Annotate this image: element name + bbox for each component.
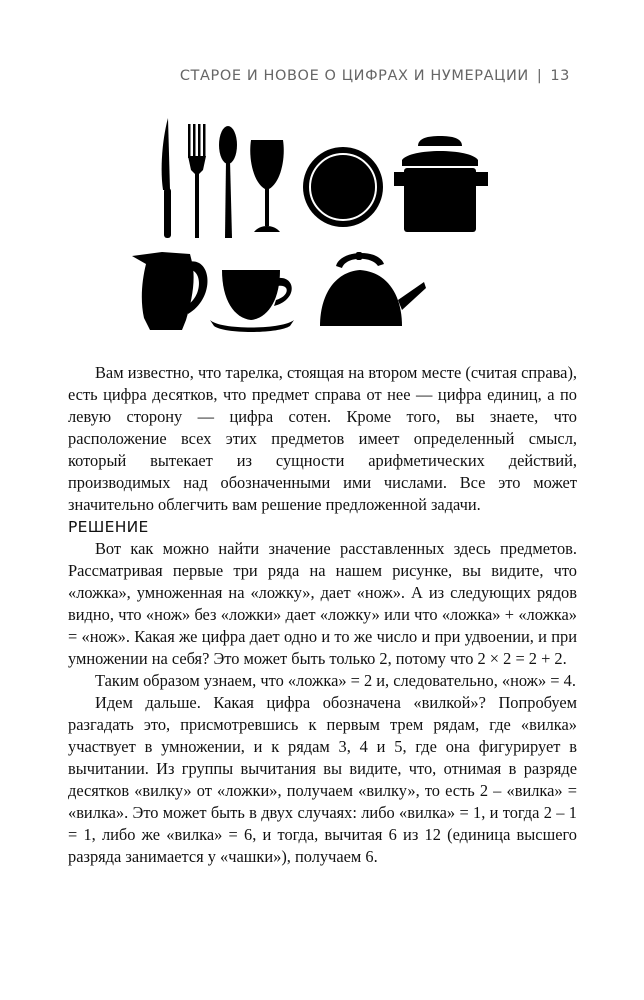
jug-icon [132,252,208,330]
solution-paragraph-3: Идем дальше. Какая цифра обозначена «вилкой»? Попробуем разгадать это, присмотревшись к первым трем рядам, где «вилка» участвует в умножении, и к рядам 3, 4 и 5, где она фигурирует в вычитании. Из группы вычитания вы видите, что, отнимая в разряде десятков «вилку» от «ложки», получаем «вилку», то есть 2 – «вилка» = «вилка». Это может быть в двух случаях: либо «вилка» = 1, и тогда 2 – 1 = 1, либо же «вилка» = 6, и тогда, вычитая 6 из 12 (единица высшего разряда занимается у «чашки»), получаем 6. [68,693,577,866]
kettle-icon [320,252,426,326]
page-number: 13 [550,68,570,84]
wine-glass-icon [250,140,284,232]
intro-paragraph: Вам известно, что тарелка, стоящая на втором месте (считая справа), есть цифра десятков, что предмет справа от нее — цифра единиц, а по левую сторону — цифра сотен. Кроме того, вы знаете, что расположение всех этих предметов имеет определенный смысл, который вытекает из сущности арифметических действий, производимых над обозначенными ими числами. Все это может значительно облегчить вам решение предложенной задачи. [68,363,577,514]
running-title: СТАРОЕ И НОВОЕ О ЦИФРАХ И НУМЕРАЦИИ [179,68,529,84]
section-heading: РЕШЕНИЕ [68,518,149,536]
solution-paragraph-1: Вот как можно найти значение расставленных здесь предметов. Рассматривая первые три ряда на нашем рисунке, вы видите, что «ложка», умноженная на «ложку», дает «нож». А из следующих рядов видно, что «нож» без «ложки» дает «ложку» или что «ложка» + «ложка» = «нож». Какая же цифра дает одно и то же число и при удвоении, и при умножении на себя? Это может быть только 2, потому что 2 × 2 = 2 + 2. [68,539,577,668]
running-head [180,68,570,84]
knife-icon [162,118,171,238]
tableware-illustration [130,110,510,335]
fork-icon [188,124,206,238]
body-text [68,362,577,868]
cup-icon [210,270,294,332]
running-head-separator: | [536,68,543,84]
solution-paragraph-2: Таким образом узнаем, что «ложка» = 2 и, следовательно, «нож» = 4. [95,671,576,690]
plate-icon [303,147,383,227]
spoon-icon [219,126,237,238]
pot-icon [394,136,488,232]
